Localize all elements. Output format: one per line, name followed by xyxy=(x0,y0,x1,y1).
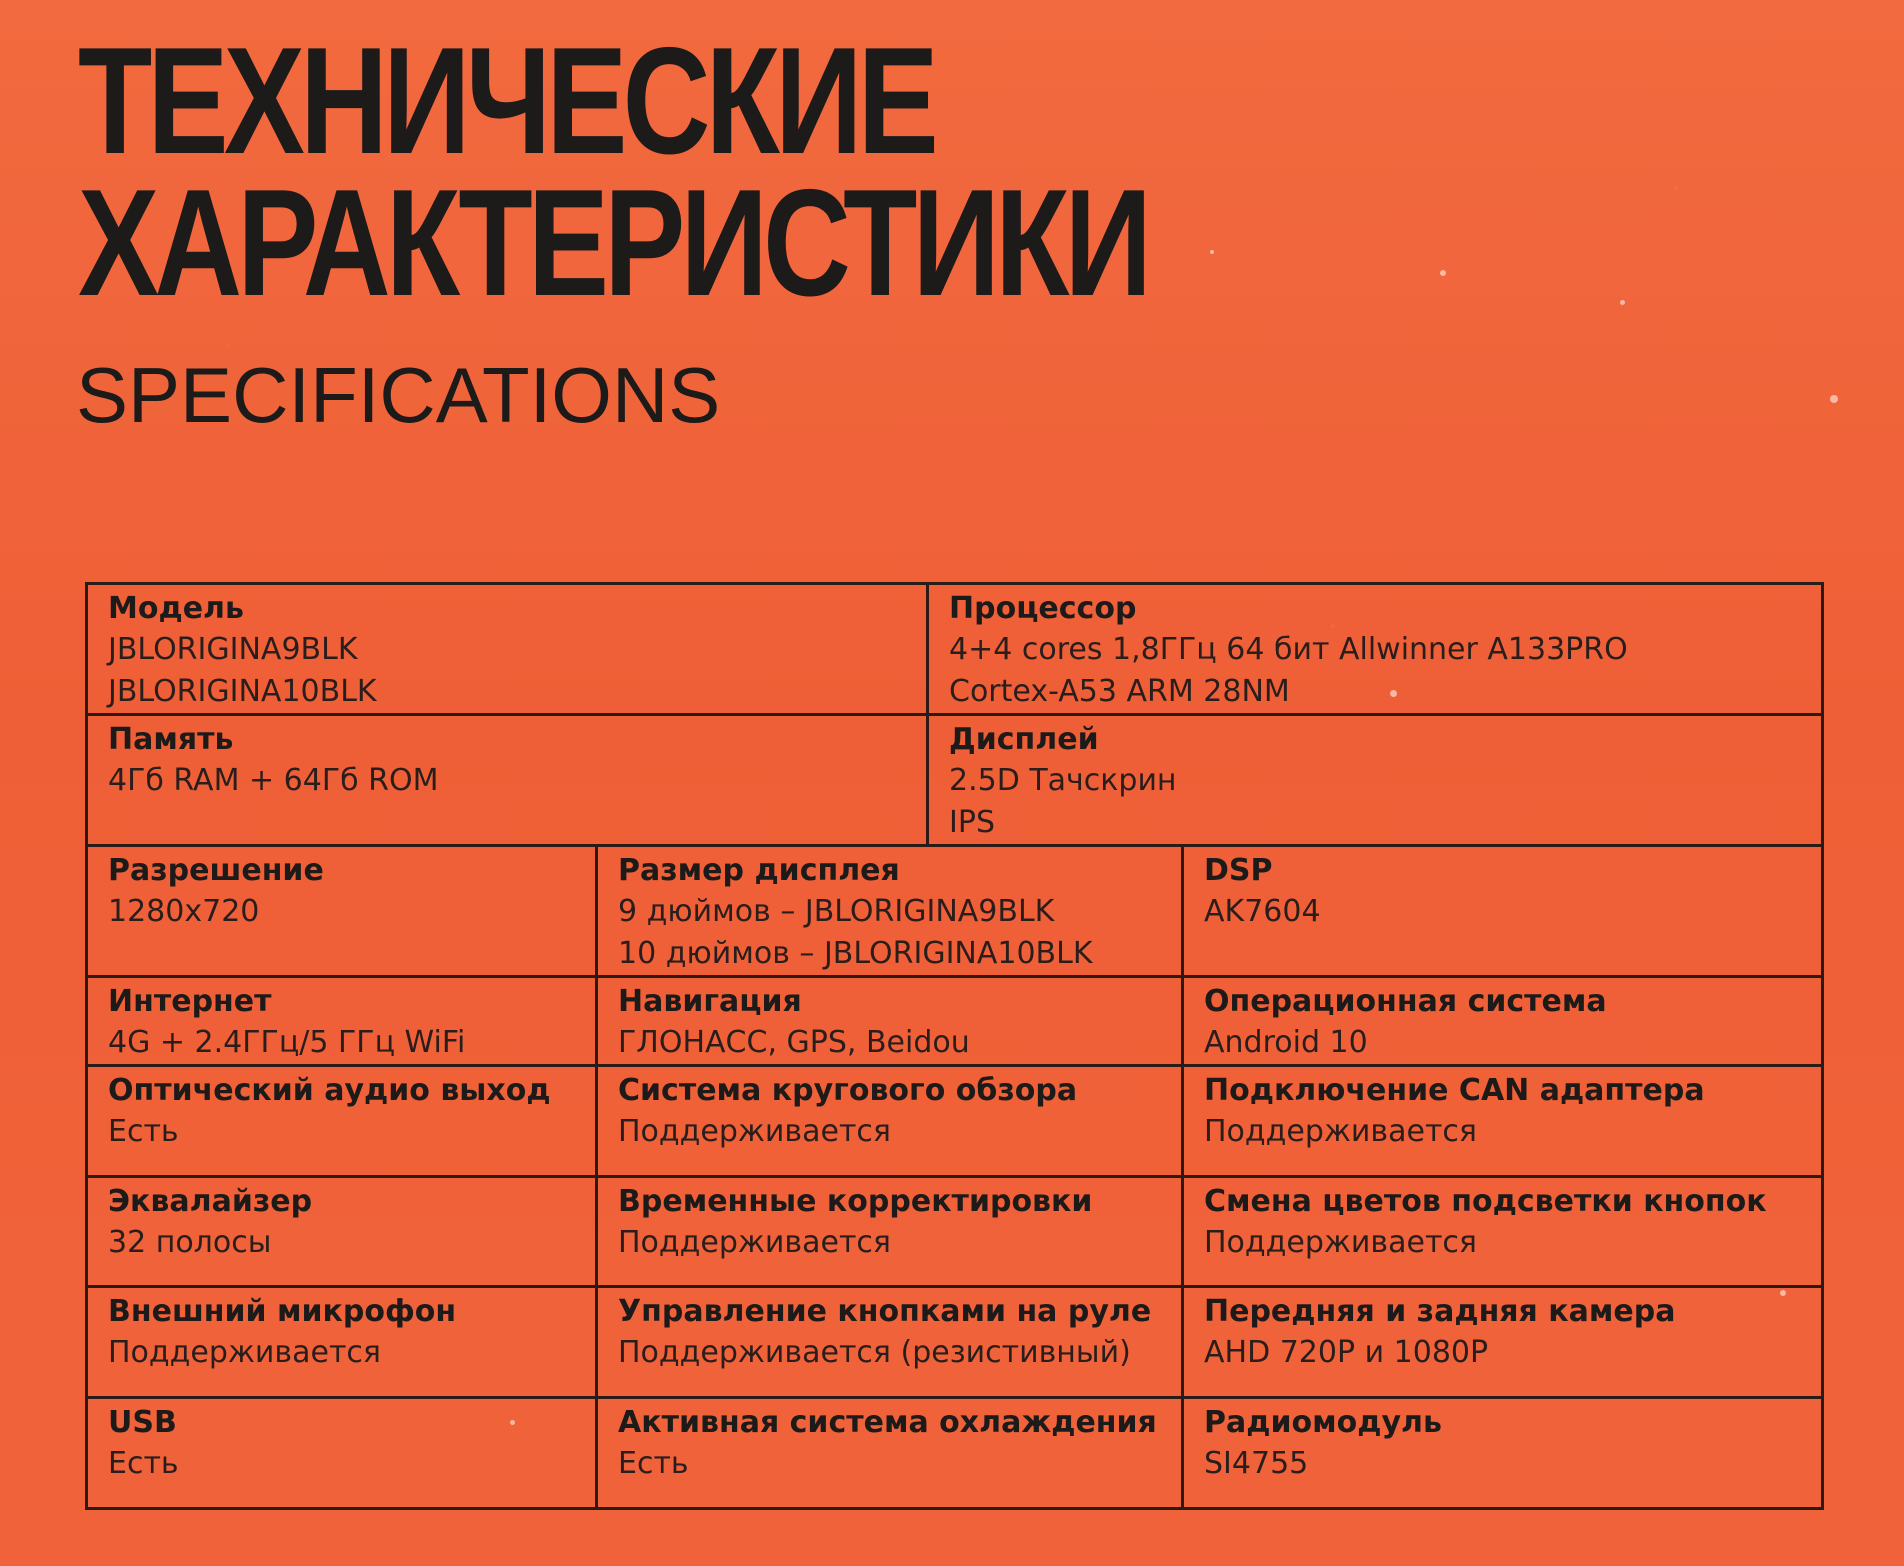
spec-value: ГЛОНАСС, GPS, Beidou xyxy=(618,1025,970,1060)
spec-value: SI4755 xyxy=(1204,1446,1309,1481)
spec-cell-equalizer xyxy=(87,1177,597,1287)
table-row xyxy=(87,1398,1823,1509)
spec-value: AK7604 xyxy=(1204,894,1321,929)
spec-value: Поддерживается xyxy=(618,1225,891,1260)
spec-value: Cortex-A53 ARM 28NM xyxy=(949,674,1290,709)
table-row xyxy=(87,1177,1823,1287)
spec-label: Внешний микрофон xyxy=(108,1294,457,1329)
spec-label: Подключение CAN адаптера xyxy=(1204,1073,1705,1108)
spec-value: Поддерживается (резистивный) xyxy=(618,1335,1131,1370)
title-line-1: ТЕХНИЧЕСКИЕ xyxy=(78,16,934,186)
spec-value: IPS xyxy=(949,805,995,840)
spec-cell-os xyxy=(1183,977,1823,1066)
spec-label: DSP xyxy=(1204,853,1273,888)
spec-value: Поддерживается xyxy=(108,1335,381,1370)
spec-value: Есть xyxy=(618,1446,689,1481)
spec-table xyxy=(85,582,1824,1510)
texture-speck xyxy=(1620,300,1625,305)
title-line-2: ХАРАКТЕРИСТИКИ xyxy=(78,158,1148,328)
spec-label: Временные корректировки xyxy=(618,1184,1093,1219)
spec-cell-cooling xyxy=(597,1398,1183,1509)
spec-value: 32 полосы xyxy=(108,1225,272,1260)
spec-value: JBLORIGINA10BLK xyxy=(108,674,377,709)
spec-label: Разрешение xyxy=(108,853,324,888)
spec-cell-navigation xyxy=(597,977,1183,1066)
spec-label: Оптический аудио выход xyxy=(108,1073,551,1108)
spec-label: Процессор xyxy=(949,591,1137,626)
spec-cell-time-adjust xyxy=(597,1177,1183,1287)
spec-label: USB xyxy=(108,1405,177,1440)
spec-value: Поддерживается xyxy=(618,1114,891,1149)
spec-cell-cameras xyxy=(1183,1287,1823,1398)
spec-value: 2.5D Тачскрин xyxy=(949,763,1177,798)
texture-speck xyxy=(1210,250,1214,254)
spec-cell-can-adapter xyxy=(1183,1066,1823,1177)
spec-value: Поддерживается xyxy=(1204,1114,1477,1149)
table-row xyxy=(87,977,1823,1066)
spec-label: Модель xyxy=(108,591,244,626)
spec-label: Система кругового обзора xyxy=(618,1073,1078,1108)
spec-value: AHD 720P и 1080P xyxy=(1204,1335,1489,1370)
table-row xyxy=(87,1066,1823,1177)
table-row xyxy=(87,1287,1823,1398)
spec-label: Дисплей xyxy=(949,722,1099,757)
spec-value: Есть xyxy=(108,1446,179,1481)
spec-value: JBLORIGINA9BLK xyxy=(108,632,358,667)
spec-value: 1280x720 xyxy=(108,894,260,929)
spec-label: Память xyxy=(108,722,234,757)
spec-cell-usb xyxy=(87,1398,597,1509)
spec-cell-radio xyxy=(1183,1398,1823,1509)
spec-cell-internet xyxy=(87,977,597,1066)
spec-cell-display-size xyxy=(597,846,1183,977)
spec-label: Управление кнопками на руле xyxy=(618,1294,1152,1329)
table-row xyxy=(87,715,1823,846)
spec-label: Активная система охлаждения xyxy=(618,1405,1157,1440)
spec-label: Смена цветов подсветки кнопок xyxy=(1204,1184,1767,1219)
spec-cell-surround-view xyxy=(597,1066,1183,1177)
spec-cell-memory xyxy=(87,715,928,846)
spec-cell-backlight xyxy=(1183,1177,1823,1287)
spec-label: Операционная система xyxy=(1204,984,1607,1019)
spec-cell-model xyxy=(87,584,928,715)
spec-value: 4Гб RAM + 64Гб ROM xyxy=(108,763,439,798)
spec-label: Размер дисплея xyxy=(618,853,900,888)
texture-speck xyxy=(1830,395,1838,403)
spec-label: Интернет xyxy=(108,984,272,1019)
spec-label: Радиомодуль xyxy=(1204,1405,1442,1440)
spec-cell-ext-mic xyxy=(87,1287,597,1398)
spec-value: Поддерживается xyxy=(1204,1225,1477,1260)
table-row xyxy=(87,846,1823,977)
spec-cell-resolution xyxy=(87,846,597,977)
spec-value: 10 дюймов – JBLORIGINA10BLK xyxy=(618,936,1093,971)
spec-value: 9 дюймов – JBLORIGINA9BLK xyxy=(618,894,1055,929)
spec-value: 4G + 2.4ГГц/5 ГГц WiFi xyxy=(108,1025,466,1060)
spec-label: Передняя и задняя камера xyxy=(1204,1294,1676,1329)
spec-value: Есть xyxy=(108,1114,179,1149)
spec-value: 4+4 cores 1,8ГГц 64 бит Allwinner A133PRO xyxy=(949,632,1628,667)
spec-cell-steering-buttons xyxy=(597,1287,1183,1398)
spec-label: Навигация xyxy=(618,984,802,1019)
spec-cell-dsp xyxy=(1183,846,1823,977)
page-subtitle: SPECIFICATIONS xyxy=(76,351,721,439)
spec-cell-processor xyxy=(928,584,1823,715)
spec-label: Эквалайзер xyxy=(108,1184,313,1219)
spec-cell-display xyxy=(928,715,1823,846)
texture-speck xyxy=(1440,270,1446,276)
page-title xyxy=(78,16,1178,328)
spec-value: Android 10 xyxy=(1204,1025,1368,1060)
table-row xyxy=(87,584,1823,715)
spec-cell-optical-audio xyxy=(87,1066,597,1177)
